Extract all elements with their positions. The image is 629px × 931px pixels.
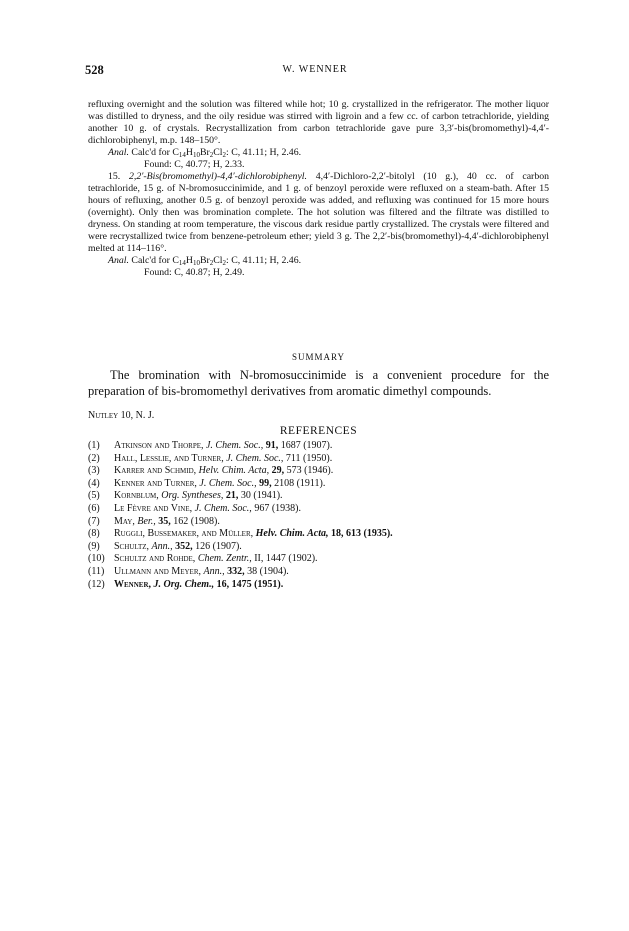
reference-journal: Helv. Chim. Acta, (255, 528, 329, 540)
reference-journal: J. Chem. Soc., (194, 502, 252, 514)
reference-authors: Wenner, (114, 578, 152, 590)
reference-authors: Schultz, (114, 540, 150, 552)
reference-item: (1) Atkinson and Thorpe, J. Chem. Soc., 91, 1687 (1907). (88, 440, 333, 451)
reference-authors: Le Fèvre and Vine, (114, 502, 193, 514)
reference-pages: 1687 (1907). (280, 440, 333, 451)
reference-authors: May, (114, 515, 135, 527)
reference-journal: Helv. Chim. Acta, (198, 465, 270, 477)
reference-volume: 332, (227, 565, 245, 577)
running-head: W. WENNER (282, 64, 348, 75)
reference-journal: J. Chem. Soc., (205, 440, 264, 451)
reference-item: (8) Ruggli, Bussemaker, and Müller, Helv. Chim. Acta, 18, 613 (1935). (88, 528, 393, 540)
reference-volume: 29, (271, 465, 285, 477)
reference-pages: 30 (1941). (240, 490, 283, 502)
reference-pages: 126 (1907). (195, 540, 242, 552)
reference-item: (6) Le Fèvre and Vine, J. Chem. Soc., 967 (1938). (88, 502, 301, 514)
reference-item: (11) Ullmann and Meyer, Ann., 332, 38 (1904). (88, 565, 289, 577)
reference-pages: 38 (1904). (247, 565, 289, 577)
analysis-label: Anal. (108, 255, 129, 266)
analysis-calcd-2: Anal. Calc'd for $C_{14}H_{10}Br_2Cl_2$: C, 41.11; H, 2.46. (108, 255, 302, 267)
reference-authors: Kornblum, (114, 490, 159, 502)
reference-journal: Org. Syntheses, (161, 490, 224, 502)
reference-volume: 35, (158, 515, 171, 527)
reference-authors: Karrer and Schmid, (114, 465, 197, 477)
reference-item: (10) Schultz and Rohde, Chem. Zentr., II, 1447 (1902). (88, 553, 318, 565)
experimental-text (88, 99, 549, 279)
reference-authors: Ullmann and Meyer, (114, 565, 201, 577)
reference-journal: Chem. Zentr., (197, 553, 252, 565)
reference-item: (4) Kenner and Turner, J. Chem. Soc., 99, 2108 (1911). (88, 477, 326, 489)
summary-heading: SUMMARY (291, 352, 345, 362)
reference-authors: Kenner and Turner, (114, 477, 197, 489)
reference-volume: 16, (216, 578, 230, 590)
reference-pages: 711 (1950). (285, 452, 333, 464)
reference-authors: Hall, Lesslie, and Turner, (114, 452, 224, 464)
analysis-found-1: Found: C, 40.77; H, 2.33. (144, 159, 245, 170)
reference-pages: 1475 (1951). (231, 578, 284, 590)
reference-item: (12) Wenner, J. Org. Chem., 16, 1475 (1951). (88, 578, 284, 590)
reference-item: (2) Hall, Lesslie, and Turner, J. Chem. Soc., 711 (1950). (88, 452, 333, 464)
analysis-calcd-1: Anal. Calc'd for $C_{14}H_{10}Br_2Cl_2$: C, 41.11; H, 2.46. (108, 147, 302, 159)
page-number: 528 (85, 63, 104, 77)
reference-journal: J. Chem. Soc., (199, 477, 257, 489)
summary-body (88, 367, 549, 399)
analysis-label: Anal. (108, 147, 129, 158)
reference-authors: Ruggli, Bussemaker, and Müller, (114, 528, 254, 540)
reference-pages: 967 (1938). (254, 502, 301, 514)
references-heading: REFERENCES (279, 425, 358, 437)
compound-title: 2,2′-Bis(bromomethyl)-4,4′-dichlorobiphenyl. (129, 171, 307, 182)
reference-authors: Schultz and Rohde, (114, 553, 196, 565)
reference-volume: 91, (265, 440, 279, 451)
reference-item: (7) May, Ber., 35, 162 (1908). (88, 515, 220, 527)
summary-text: The bromination with N-bromosuccinimide is a convenient procedure for the preparation of bis-bromomethyl derivatives from aromatic dimethyl compounds. (88, 368, 549, 398)
reference-volume: 352, (175, 540, 193, 552)
reference-journal: Ann., (151, 540, 173, 552)
references-list (88, 440, 549, 591)
reference-item: (3) Karrer and Schmid, Helv. Chim. Acta, 29, 573 (1946). (88, 465, 334, 477)
paragraph-15 (88, 171, 549, 255)
page-header (85, 63, 545, 79)
reference-pages: 2108 (1911). (274, 477, 326, 489)
reference-pages: 162 (1908). (173, 515, 220, 527)
reference-journal: J. Org. Chem., (153, 578, 215, 590)
reference-item: (9) Schultz, Ann., 352, 126 (1907). (88, 540, 242, 552)
reference-journal: J. Chem. Soc., (226, 452, 284, 464)
reference-volume: 18, (331, 528, 344, 540)
reference-journal: Ann., (203, 565, 225, 577)
reference-volume: 99, (259, 477, 272, 489)
paragraph-continued: refluxing overnight and the solution was filtered while hot; 10 g. crystallized in the refrigerator. The mother liquor was distilled to dryness, and the oily residue was stirred with ligroin and a few cc. of carbon tetrachloride, yielding another 10 g. of crystals. Recrystallization from carbon tetrachloride gave pure 3,3′-bis(bromomethyl)-4,4′-dichlorobiphenyl, m.p. 148–150°. (88, 99, 549, 146)
reference-item: (5) Kornblum, Org. Syntheses, 21, 30 (1941). (88, 490, 283, 502)
reference-pages: II, 1447 (1902). (254, 553, 318, 565)
reference-authors: Atkinson and Thorpe, (114, 440, 204, 451)
procedure-text: 4,4′-Dichloro-2,2′-bitolyl (10 g.), 40 cc. of carbon tetrachloride, 15 g. of N-bromosuccinimide, and 1 g. of benzoyl peroxide were refluxed on a steam-bath. After 15 hours of refluxing, another 0.5 g. of benzoyl peroxide was added, and refluxing was continued for 15 more hours (overnight). Only then was bromination complete. The hot solution was filtered and the filtrate was distilled to dryness. On standing at room temperature, the viscous dark residue partly crystallized. The crystals were filtered and were recrystallized twice from benzene-petroleum ether; yield 3 g. The 2,2′-bis(bromomethyl)-4,4′-dichlorobiphenyl melted at 114–116°. (88, 171, 550, 254)
compound-number: 15. (108, 171, 121, 182)
analysis-found-2: Found: C, 40.87; H, 2.49. (144, 267, 245, 278)
reference-pages: 613 (1935). (346, 528, 393, 540)
reference-volume: 21, (225, 490, 239, 502)
reference-pages: 573 (1946). (286, 465, 334, 477)
author-affiliation: Nutley 10, N. J. (88, 410, 155, 421)
reference-journal: Ber., (137, 515, 156, 527)
